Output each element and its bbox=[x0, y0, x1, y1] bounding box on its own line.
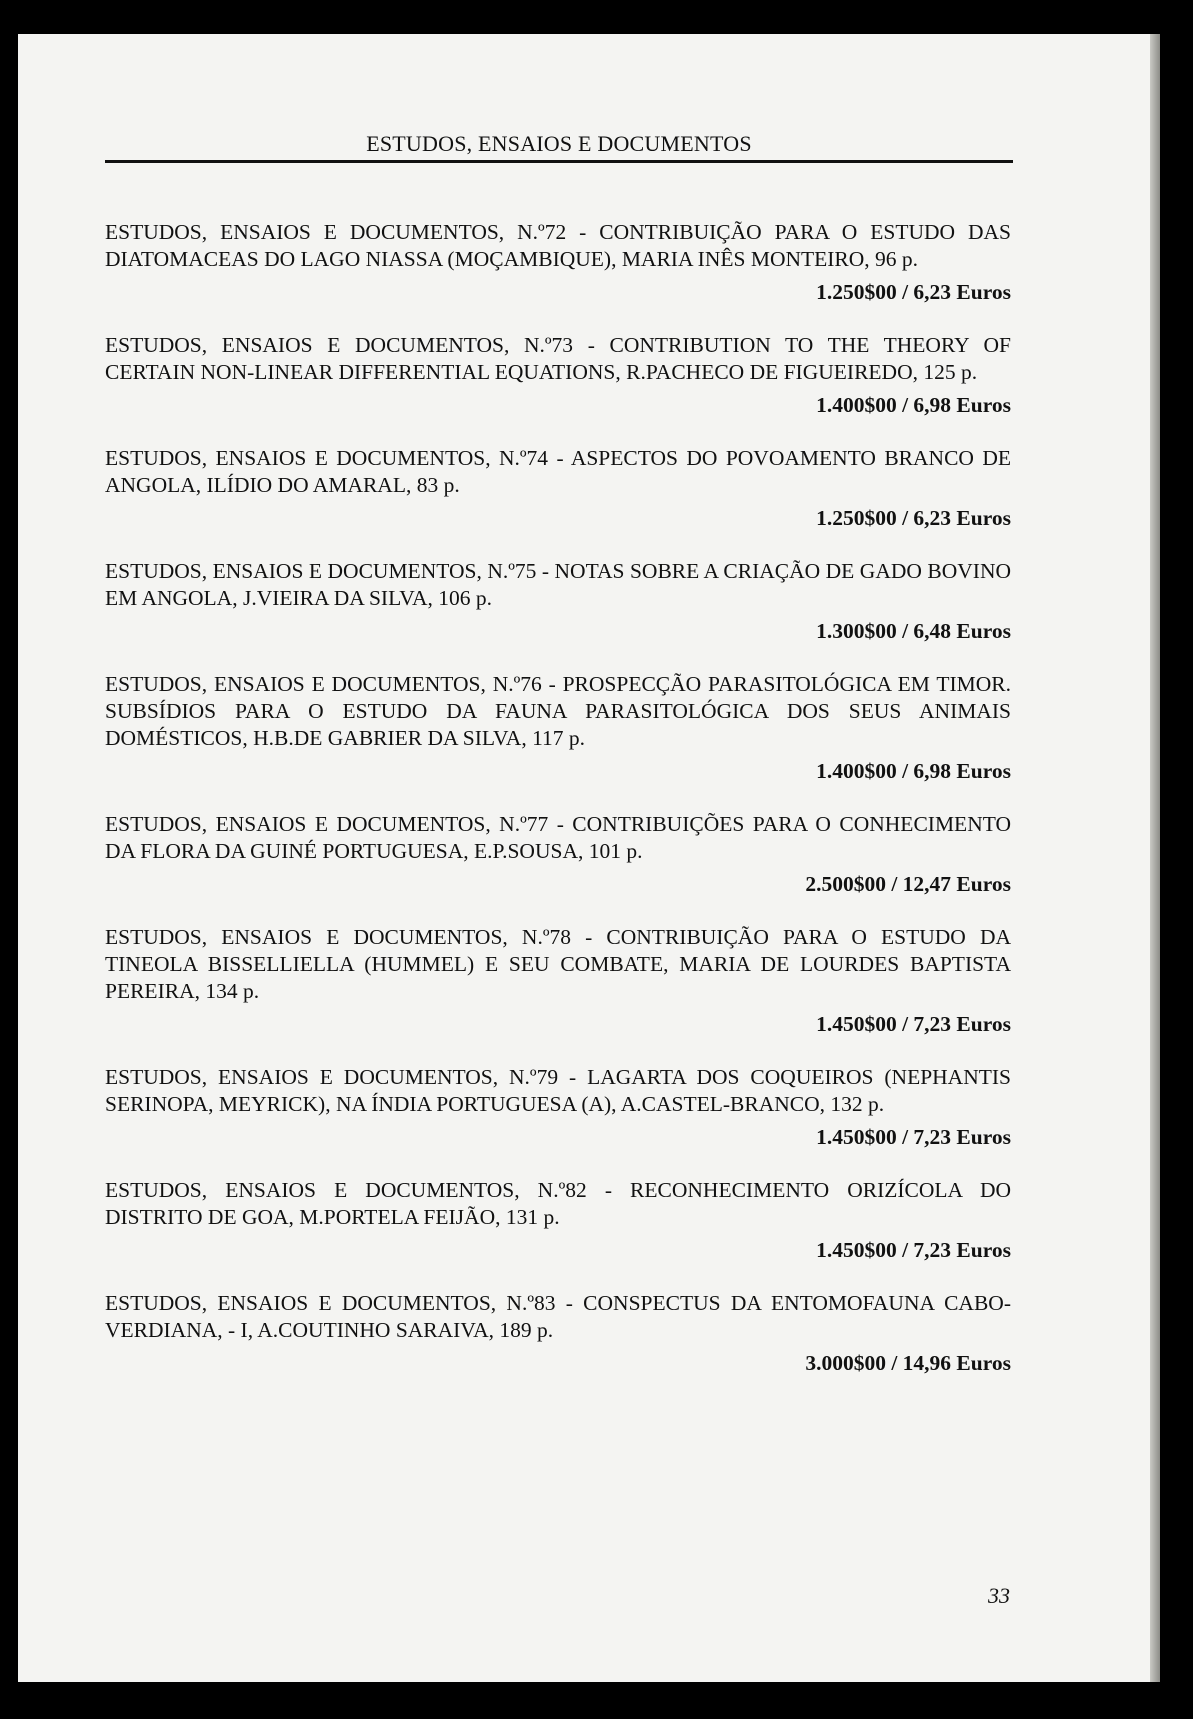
catalog-entry bbox=[105, 445, 1011, 532]
entry-price: 1.250$00 / 6,23 Euros bbox=[816, 280, 1011, 304]
page-number: 33 bbox=[988, 1583, 1010, 1608]
entry-description: ESTUDOS, ENSAIOS E DOCUMENTOS, N.º83 - CONSPECTUS DA ENTOMOFAUNA CABO-VERDIANA, - I, A.COUTINHO SARAIVA, 189 p. bbox=[105, 1291, 1011, 1342]
entry-description: ESTUDOS, ENSAIOS E DOCUMENTOS, N.º73 - CONTRIBUTION TO THE THEORY OF CERTAIN NON-LINEAR DIFFERENTIAL EQUATIONS, R.PACHECO DE FIGUEIREDO, 125 p. bbox=[105, 333, 1011, 384]
entry-price: 1.300$00 / 6,48 Euros bbox=[816, 619, 1011, 643]
catalog-entry bbox=[105, 924, 1011, 1038]
entry-price: 3.000$00 / 14,96 Euros bbox=[805, 1351, 1011, 1375]
entry-description: ESTUDOS, ENSAIOS E DOCUMENTOS, N.º79 - LAGARTA DOS COQUEIROS (NEPHANTIS SERINOPA, MEYRICK), NA ÍNDIA PORTUGUESA (A), A.CASTEL-BRANCO, 132 p. bbox=[105, 1065, 1011, 1116]
entry-description: ESTUDOS, ENSAIOS E DOCUMENTOS, N.º82 - RECONHECIMENTO ORIZÍCOLA DO DISTRITO DE GOA, M.PORTELA FEIJÃO, 131 p. bbox=[105, 1178, 1011, 1229]
catalog-entry bbox=[105, 1177, 1011, 1264]
catalog-entry bbox=[105, 671, 1011, 785]
catalog-entry bbox=[105, 811, 1011, 898]
entry-price: 1.450$00 / 7,23 Euros bbox=[816, 1238, 1011, 1262]
entry-price: 1.450$00 / 7,23 Euros bbox=[816, 1012, 1011, 1036]
catalog-entry bbox=[105, 332, 1011, 419]
entry-description: ESTUDOS, ENSAIOS E DOCUMENTOS, N.º72 - CONTRIBUIÇÃO PARA O ESTUDO DAS DIATOMACEAS DO LAGO NIASSA (MOÇAMBIQUE), MARIA INÊS MONTEIRO, 96 p. bbox=[105, 220, 1011, 271]
entry-description: ESTUDOS, ENSAIOS E DOCUMENTOS, N.º75 - NOTAS SOBRE A CRIAÇÃO DE GADO BOVINO EM ANGOLA, J.VIEIRA DA SILVA, 106 p. bbox=[105, 559, 1011, 610]
entry-price: 1.400$00 / 6,98 Euros bbox=[816, 393, 1011, 417]
entry-description: ESTUDOS, ENSAIOS E DOCUMENTOS, N.º78 - CONTRIBUIÇÃO PARA O ESTUDO DA TINEOLA BISSELLIELLA (HUMMEL) E SEU COMBATE, MARIA DE LOURDES BAPTISTA PEREIRA, 134 p. bbox=[105, 925, 1011, 1003]
catalog-entry bbox=[105, 1290, 1011, 1377]
catalog-entry bbox=[105, 1064, 1011, 1151]
entry-price: 1.400$00 / 6,98 Euros bbox=[816, 759, 1011, 783]
catalog-entry bbox=[105, 219, 1011, 306]
entry-price: 1.450$00 / 7,23 Euros bbox=[816, 1125, 1011, 1149]
entry-description: ESTUDOS, ENSAIOS E DOCUMENTOS, N.º74 - ASPECTOS DO POVOAMENTO BRANCO DE ANGOLA, ILÍDIO DO AMARAL, 83 p. bbox=[105, 446, 1011, 497]
catalog-entry bbox=[105, 558, 1011, 645]
header-rule bbox=[105, 160, 1013, 163]
page-edge bbox=[1150, 34, 1160, 1682]
entry-price: 2.500$00 / 12,47 Euros bbox=[805, 872, 1011, 896]
entry-description: ESTUDOS, ENSAIOS E DOCUMENTOS, N.º76 - PROSPECÇÃO PARASITOLÓGICA EM TIMOR. SUBSÍDIOS PARA O ESTUDO DA FAUNA PARASITOLÓGICA DOS SEUS ANIMAIS DOMÉSTICOS, H.B.DE GABRIER DA SILVA, 117 p. bbox=[105, 672, 1011, 750]
entry-price: 1.250$00 / 6,23 Euros bbox=[816, 506, 1011, 530]
running-header: ESTUDOS, ENSAIOS E DOCUMENTOS bbox=[366, 131, 752, 156]
catalog-entries bbox=[105, 219, 1011, 1403]
entry-description: ESTUDOS, ENSAIOS E DOCUMENTOS, N.º77 - CONTRIBUIÇÕES PARA O CONHECIMENTO DA FLORA DA GUINÉ PORTUGUESA, E.P.SOUSA, 101 p. bbox=[105, 812, 1011, 863]
